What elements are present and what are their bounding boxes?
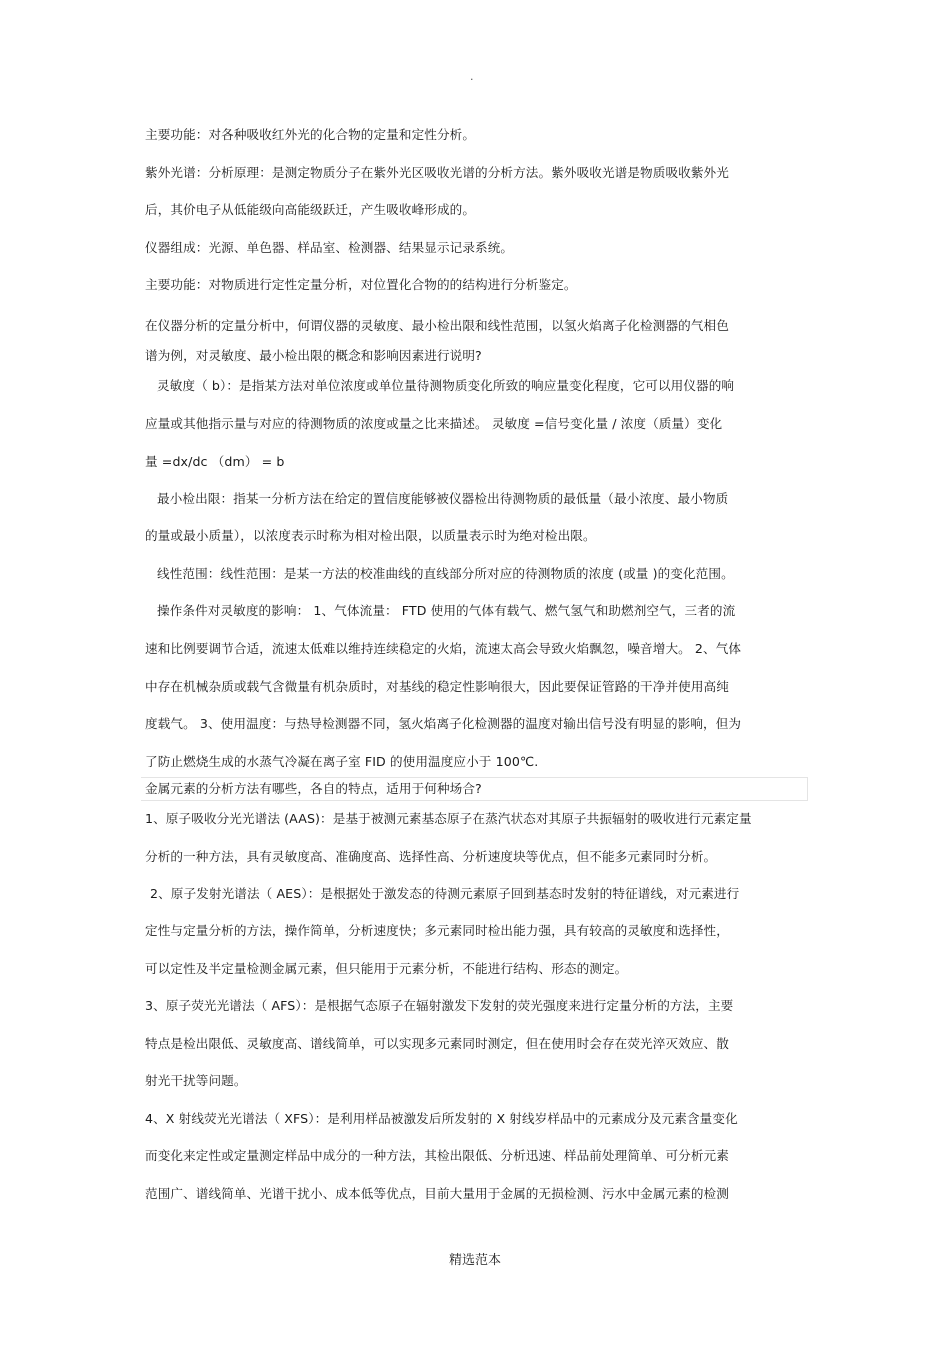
text-line: 而变化来定性或定量测定样品中成分的一种方法，其检出限低、分析迅速、样品前处理简单、可分析元素 bbox=[145, 1148, 729, 1163]
text-line: 度载气。 3、使用温度：与热导检测器不同，氢火焰离子化检测器的温度对输出信号没有明显的影响，但为 bbox=[145, 716, 742, 731]
text-line: 主要功能：对物质进行定性定量分析，对位置化合物的的结构进行分析鉴定。 bbox=[145, 277, 577, 292]
text-line: 分析的一种方法，具有灵敏度高、准确度高、选择性高、分析速度块等优点，但不能多元素同时分析。 bbox=[145, 849, 717, 864]
text-line: 线性范围：线性范围：是某一方法的校准曲线的直线部分所对应的待测物质的浓度 (或量 )的变化范围。 bbox=[157, 566, 734, 581]
text-line: 仪器组成：光源、单色器、样品室、检测器、结果显示记录系统。 bbox=[145, 240, 514, 255]
text-line: 应量或其他指示量与对应的待测物质的浓度或量之比来描述。 灵敏度 =信号变化量 / 浓度（质量）变化 bbox=[145, 416, 723, 431]
text-line: 4、X 射线荧光光谱法（ XFS）：是利用样品被激发后所发射的 X 射线岁样品中的元素成分及元素含量变化 bbox=[145, 1111, 738, 1126]
text-line: 射光干扰等问题。 bbox=[145, 1073, 247, 1088]
text-line: 灵敏度（ b）：是指某方法对单位浓度或单位量待测物质变化所致的响应量变化程度，它可以用仪器的响 bbox=[157, 378, 735, 393]
text-line: 特点是检出限低、灵敏度高、谱线简单，可以实现多元素同时测定，但在使用时会存在荧光淬灭效应、散 bbox=[145, 1036, 729, 1051]
text-line: 中存在机械杂质或载气含微量有机杂质时，对基线的稳定性影响很大，因此要保证管路的干净并使用高纯 bbox=[145, 679, 729, 694]
text-line: 紫外光谱：分析原理：是测定物质分子在紫外光区吸收光谱的分析方法。紫外吸收光谱是物质吸收紫外光 bbox=[145, 165, 729, 180]
formula-line: 量 =dx/dc （dm） = b bbox=[145, 454, 285, 469]
text-line: 2、原子发射光谱法（ AES）：是根据处于激发态的待测元素原子回到基态时发射的特征谱线，对元素进行 bbox=[150, 886, 740, 901]
question-line: 谱为例，对灵敏度、最小检出限的概念和影响因素进行说明? bbox=[145, 348, 482, 363]
question-line: 在仪器分析的定量分析中，何谓仪器的灵敏度、最小检出限和线性范围，以氢火焰离子化检测器的气相色 bbox=[145, 318, 729, 333]
question-line: 金属元素的分析方法有哪些，各自的特点，适用于何种场合? bbox=[145, 781, 482, 796]
text-line: 主要功能：对各种吸收红外光的化合物的定量和定性分析。 bbox=[145, 127, 476, 142]
text-line: 的量或最小质量），以浓度表示时称为相对检出限，以质量表示时为绝对检出限。 bbox=[145, 528, 596, 543]
text-line: 操作条件对灵敏度的影响： 1、气体流量： FTD 使用的气体有载气、燃气氢气和助燃剂空气，三者的流 bbox=[157, 603, 736, 618]
text-line: 定性与定量分析的方法，操作简单，分析速度快；多元素同时检出能力强，具有较高的灵敏度和选择性， bbox=[145, 923, 729, 938]
footer-text: 精选范本 bbox=[448, 1253, 501, 1268]
text-line: 范围广、谱线简单、光谱干扰小、成本低等优点，目前大量用于金属的无损检测、污水中金属元素的检测 bbox=[145, 1186, 729, 1201]
header-mark: . bbox=[470, 70, 474, 83]
text-line: 1、原子吸收分光光谱法 (AAS)：是基于被测元素基态原子在蒸汽状态对其原子共振辐射的吸收进行元素定量 bbox=[145, 811, 752, 826]
text-line: 了防止燃烧生成的水蒸气冷凝在离子室 FID 的使用温度应小于 100℃. bbox=[145, 754, 539, 769]
text-line: 速和比例要调节合适，流速太低难以维持连续稳定的火焰，流速太高会导致火焰飘忽，噪音增大。 2、气体 bbox=[145, 641, 742, 656]
text-line: 可以定性及半定量检测金属元素，但只能用于元素分析，不能进行结构、形态的测定。 bbox=[145, 961, 628, 976]
text-line: 最小检出限：指某一分析方法在给定的置信度能够被仪器检出待测物质的最低量（最小浓度、最小物质 bbox=[157, 491, 729, 506]
text-line: 3、原子荧光光谱法（ AFS）：是根据气态原子在辐射激发下发射的荧光强度来进行定量分析的方法，主要 bbox=[145, 998, 734, 1013]
text-line: 后，其价电子从低能级向高能级跃迁，产生吸收峰形成的。 bbox=[145, 202, 476, 217]
